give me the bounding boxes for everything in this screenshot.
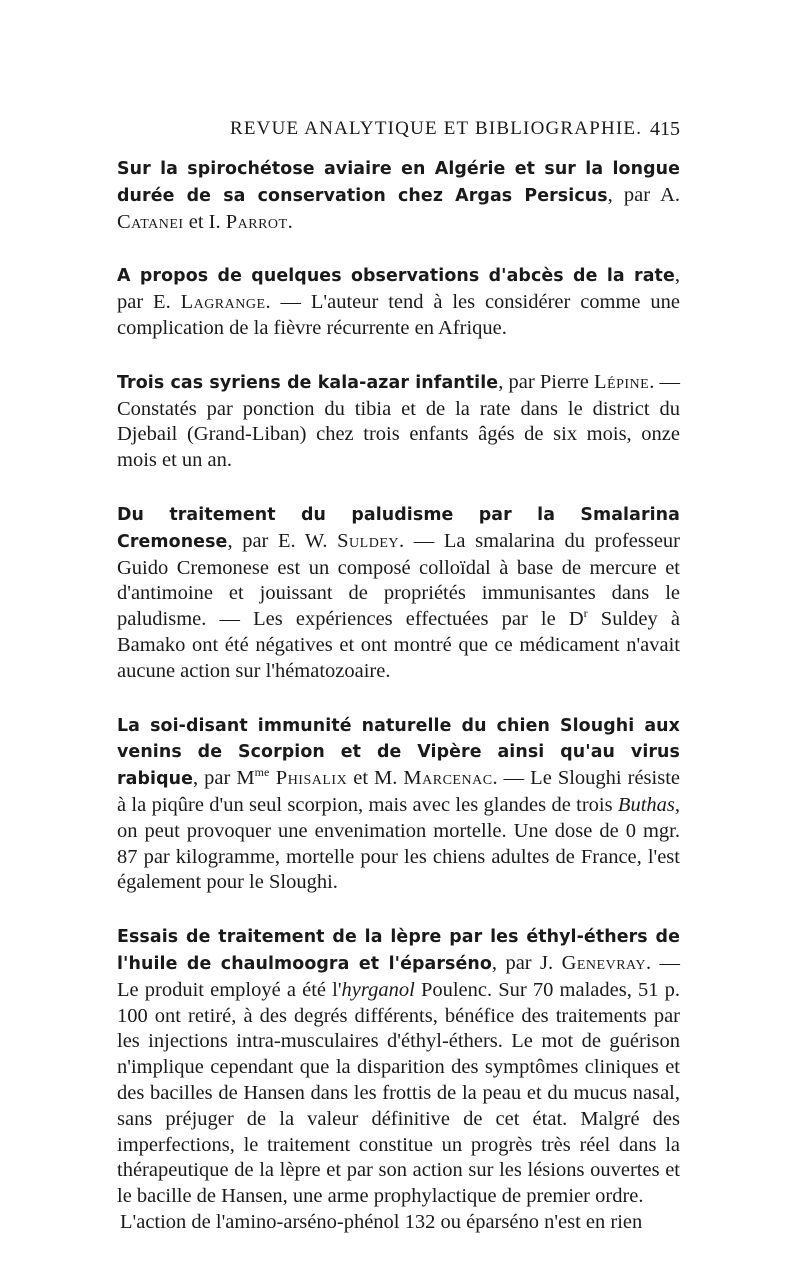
review-entries (117, 156, 680, 1264)
entry-par: , par E. (117, 264, 680, 314)
entry-author: Suldey (337, 529, 399, 552)
entry-text: . — Constatés par ponction du tibia et de la rate dans le district du Djebail (Grand-Liban) chez trois enfants âgés de six mois, onze mois et un an. (117, 370, 681, 472)
entry-author: Phisalix (269, 767, 348, 790)
entry-superscript: me (254, 765, 270, 780)
entry-text: . — L'auteur tend à les considérer comme une complication de la fièvre récurrente en Afrique. (117, 291, 680, 339)
entry-end: . (287, 210, 293, 233)
entry-author-initial: A. (660, 183, 681, 206)
entry-text: . — La smalarina du professeur Guido Cremonese est un composé colloïdal à base de mercure et d'antimoine et jouissant de propriétés immunisantes dans le paludisme. — Les expériences effectuées par le D (117, 529, 680, 631)
entry-author: Parrot (225, 210, 288, 233)
review-entry-kala-azar (117, 370, 680, 474)
entry-par: , par J. (491, 951, 562, 974)
page-header (230, 118, 680, 148)
entry-par: , par M (193, 767, 255, 790)
entry-title: Du traitement du paludisme par la Smalarina Cremonese (117, 504, 680, 552)
entry-title: La soi-disant immunité naturelle du chien Sloughi aux venins de Scorpion et de Vipère ainsi qu'au virus rabique (117, 715, 680, 790)
entry-continuation: L'action de l'amino-arséno-phénol 132 ou éparséno n'est en rien (120, 1210, 643, 1233)
page-number: 415 (650, 118, 680, 140)
entry-superscript: r (583, 606, 588, 621)
entry-title: A propos de quelques observations d'abcès de la rate (117, 266, 675, 287)
entry-title: Sur la spirochétose aviaire en Algérie et sur la longue durée de sa conservation chez Argas Persicus (117, 159, 680, 206)
review-entry-smalarina (117, 502, 680, 685)
entry-title: Trois cas syriens de kala-azar infantile (117, 372, 499, 393)
entry-text: . — Le Sloughi résiste à la piqûre d'un seul scorpion, mais avec les glandes de trois (117, 767, 680, 816)
review-entry-spirochetose (117, 156, 680, 235)
entry-italic-term: hyrganol (341, 978, 415, 1001)
entry-author: Catanei (117, 210, 184, 233)
entry-italic-term: Buthas (617, 793, 675, 816)
entry-text-continued: , on peut provoquer une envenimation mortelle. Une dose de 0 mgr. 87 par kilogramme, mortelle pour les chiens adultes de France, l'est également pour le Sloughi. (117, 793, 680, 894)
entry-author: Lagrange (180, 291, 266, 314)
entry-author: Genevray (561, 951, 646, 974)
entry-author: Marcenac (403, 767, 493, 790)
review-entry-sloughi (117, 713, 680, 897)
entry-par: , par E. W. (227, 529, 338, 552)
entry-par: , par (607, 183, 661, 206)
entry-title: Essais de traitement de la lèpre par les éthyl-éthers de l'huile de chaulmoogra et l'éparséno (117, 927, 680, 974)
entry-text-continued: Poulenc. Sur 70 malades, 51 p. 100 ont retiré, à des degrés différents, bénéfice des traitements par les injections intra-musculaires d'éthyl-éthers. Le mot de guérison n'implique cependant que la disparition des symptômes cliniques et des bacilles de Hansen dans les frottis de la peau et du mucus nasal, sans préjuger de la valeur définitive de cet état. Malgré des imperfections, le traitement constitue un progrès très réel dans la thérapeutique de la lèpre et par son action sur les lésions ouvertes et le bacille de Hansen, une arme prophylactique de premier ordre. (117, 978, 680, 1208)
entry-conjunction: et I. (183, 210, 226, 233)
running-title: REVUE ANALYTIQUE ET BIBLIOGRAPHIE. (230, 118, 643, 139)
entry-par: , par Pierre (498, 370, 595, 393)
review-entry-abces-rate (117, 263, 680, 341)
entry-conjunction: et M. (347, 767, 404, 790)
review-entry-lepre (117, 924, 680, 1236)
entry-text-continued: Suldey à Bamako ont été négatives et ont montré que ce médicament n'avait aucune action sur l'hématozoaire. (117, 608, 680, 682)
entry-author: Lépine (594, 370, 650, 393)
entry-text: . — Le produit employé a été l' (117, 951, 681, 1001)
